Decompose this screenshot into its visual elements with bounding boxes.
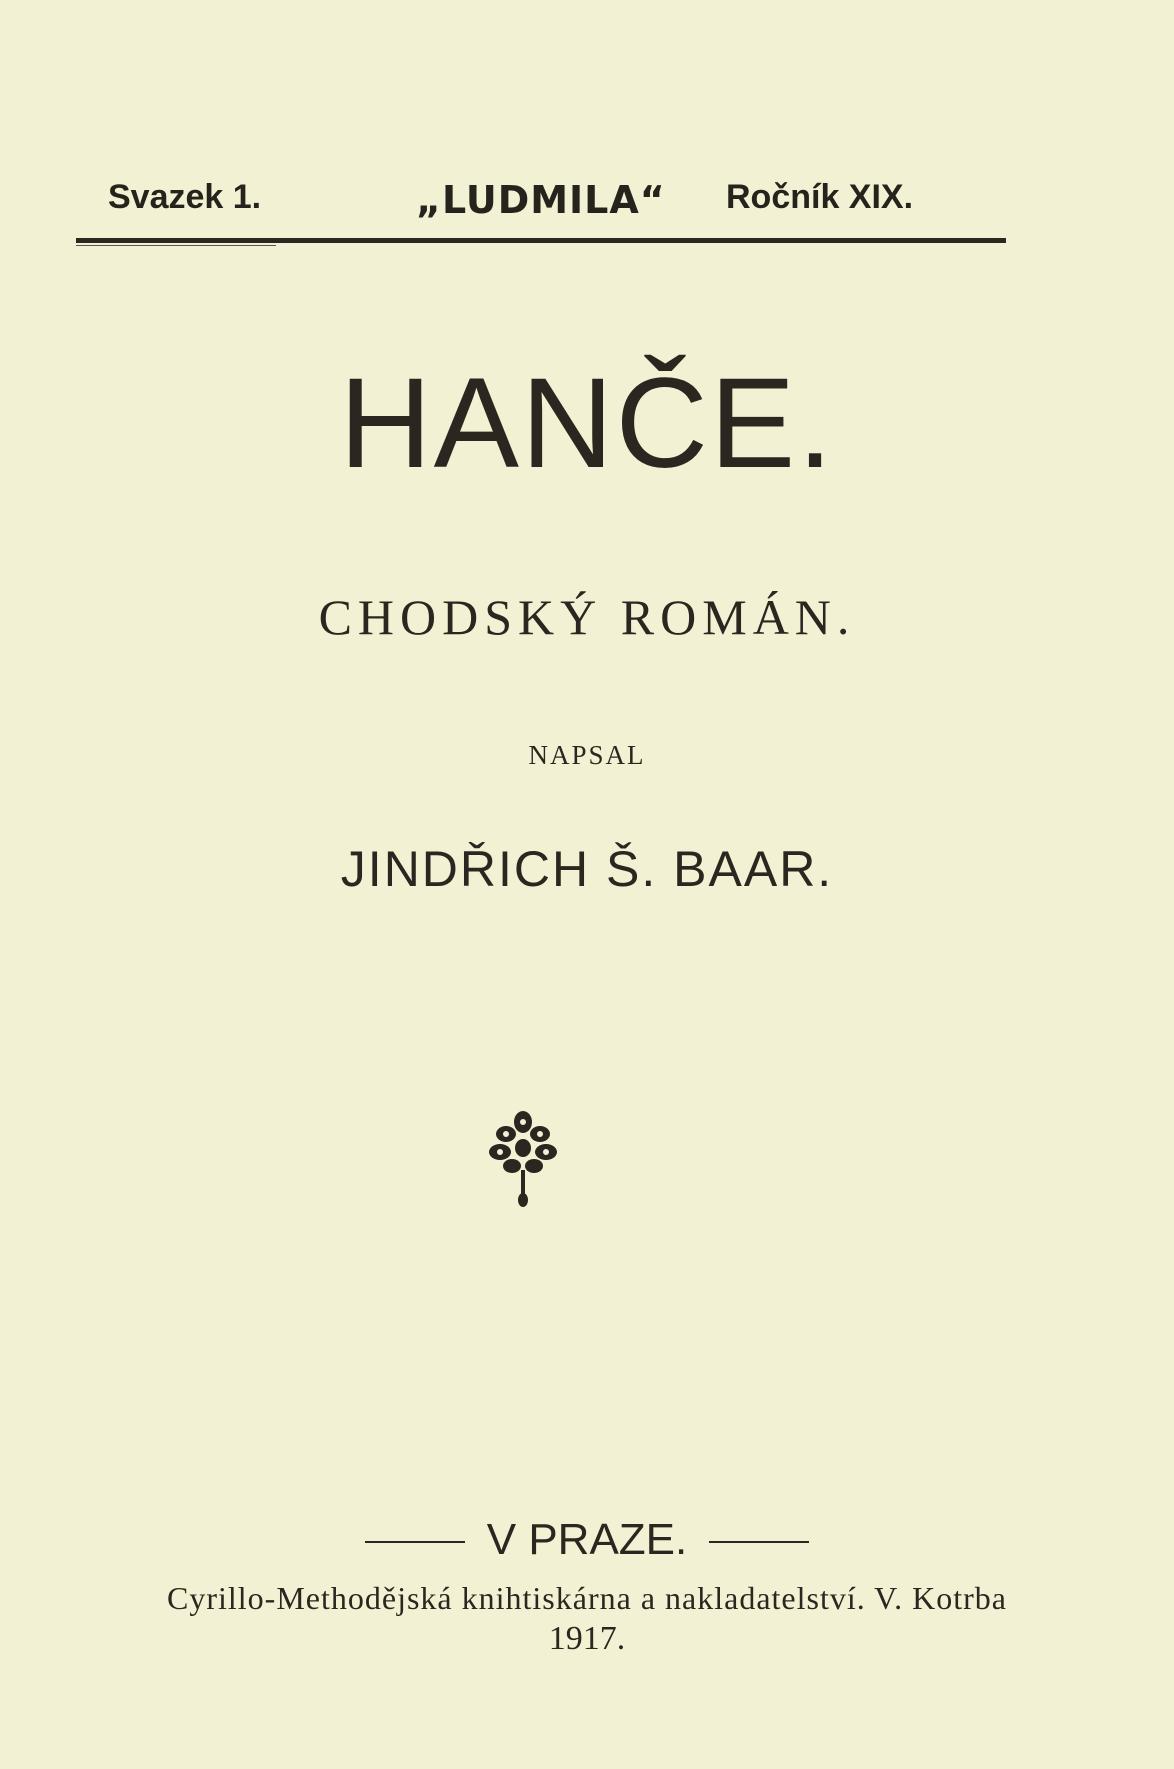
show-through-bleed <box>430 1190 740 1350</box>
year-volume: Ročník XIX. <box>726 178 914 216</box>
volume-number: Svazek 1. <box>108 178 262 216</box>
author-name: JINDŘICH Š. BAAR. <box>340 841 834 897</box>
book-subtitle: CHODSKÝ ROMÁN. <box>318 589 856 645</box>
right-dash <box>709 1541 809 1543</box>
header-rule <box>76 238 1006 243</box>
byline-label: NAPSAL <box>528 740 646 770</box>
imprint-place: V PRAZE. <box>486 1515 688 1564</box>
publisher-line: Cyrillo-Methodějská knihtiskárna a nakladatelství. V. Kotrba <box>167 1580 1007 1616</box>
imprint-place-row <box>0 1515 1174 1565</box>
book-title: HANČE. <box>339 352 835 495</box>
publication-year: 1917. <box>548 1620 626 1657</box>
series-name: „LUDMILA“ <box>416 178 666 222</box>
page-header <box>76 178 1006 228</box>
left-dash <box>365 1541 465 1543</box>
